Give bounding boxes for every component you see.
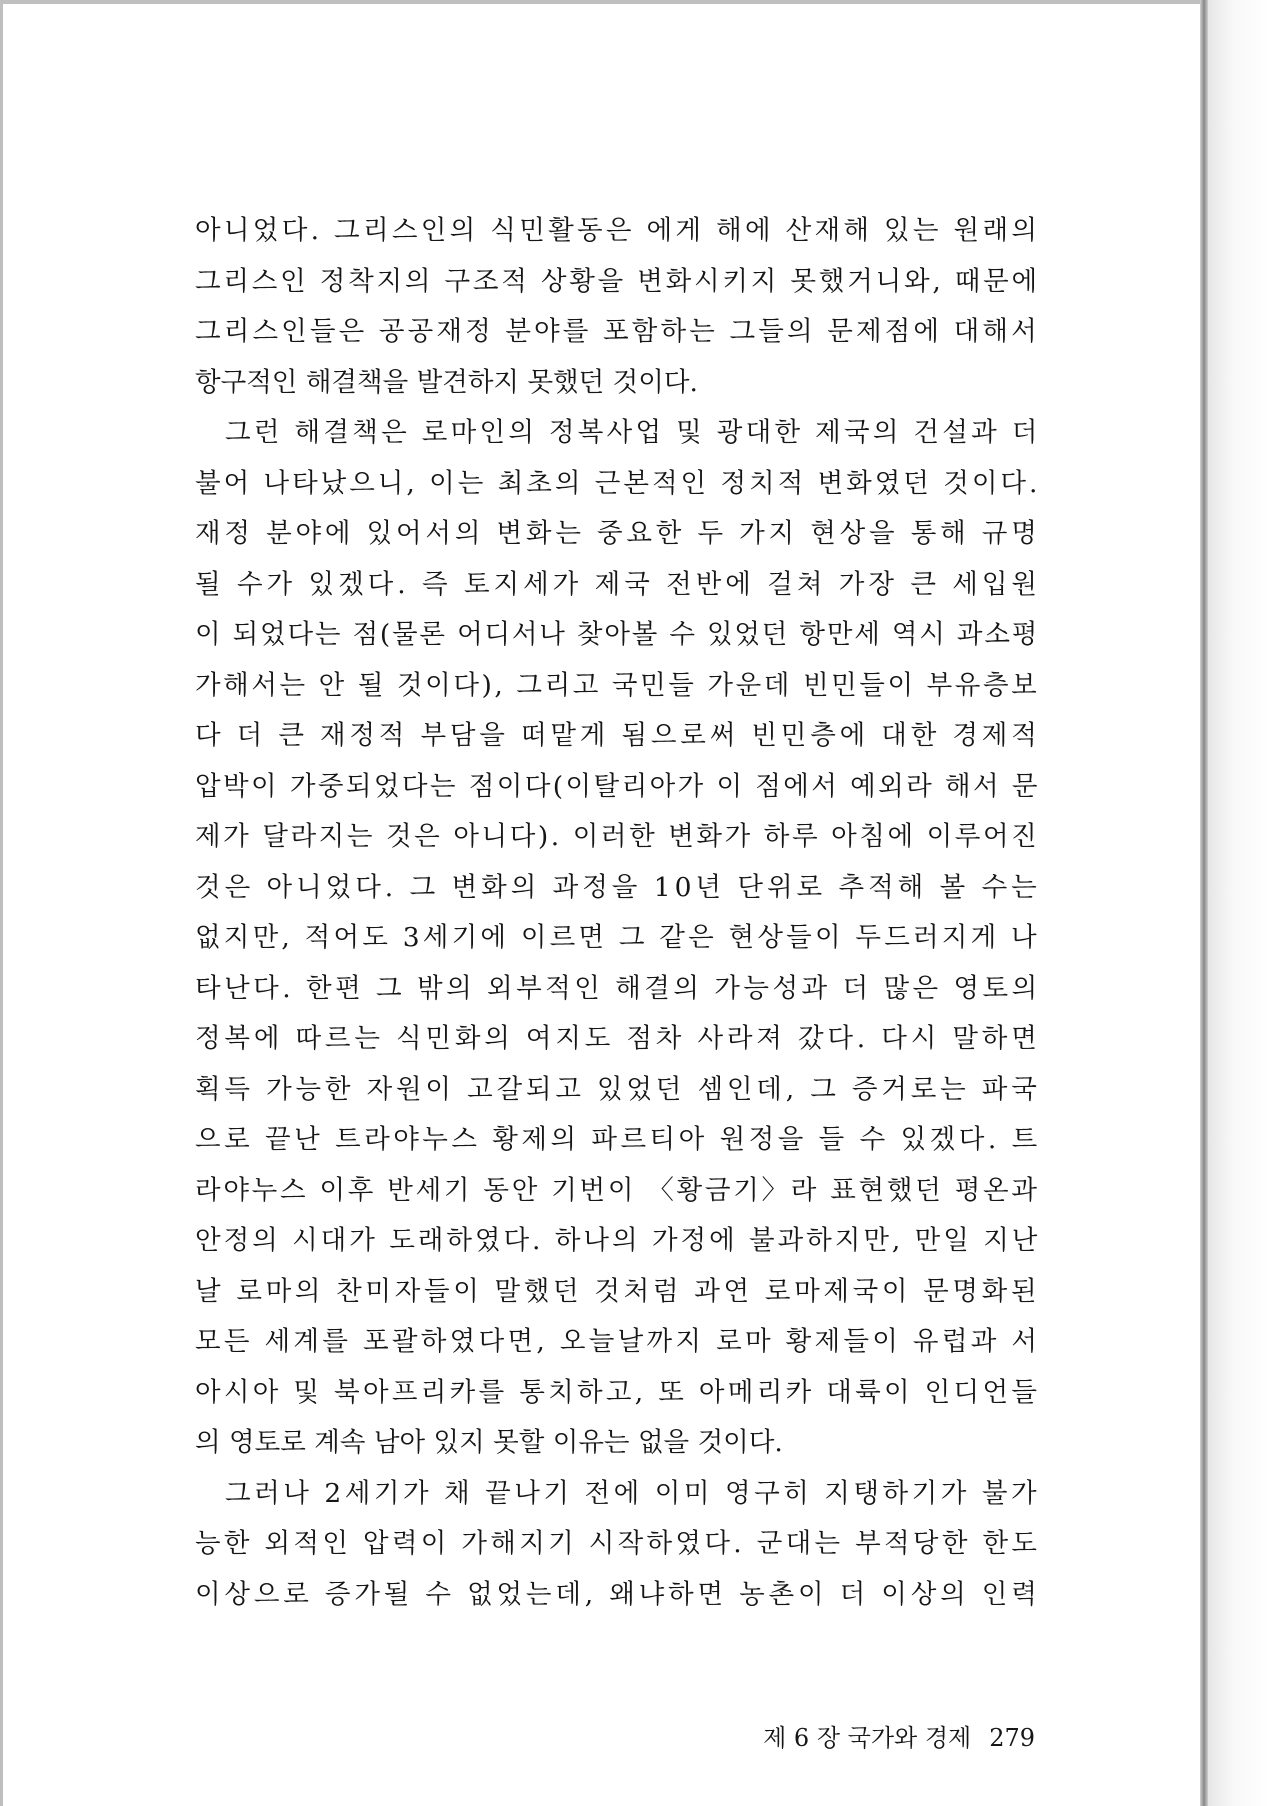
text-line: 없지만, 적어도 3세기에 이르면 그 같은 현상들이 두드러지게 나 xyxy=(195,922,1040,953)
text-line: 안정의 시대가 도래하였다. 하나의 가정에 불과하지만, 만일 지난 xyxy=(195,1225,1041,1256)
text-line: 정복에 따르는 식민화의 여지도 점차 사라져 갔다. 다시 말하면 xyxy=(195,1023,1041,1054)
text-line: 능한 외적인 압력이 가해지기 시작하였다. 군대는 부적당한 한도 xyxy=(195,1528,1041,1559)
text-line: 다 더 큰 재정적 부담을 떠맡게 됨으로써 빈민층에 대한 경제적 xyxy=(195,720,1041,751)
paragraph-start-line: 그러나 2세기가 채 끝나기 전에 이미 영구히 지탱하기가 불가 xyxy=(225,1477,1041,1509)
text-line: 모든 세계를 포괄하였다면, 오늘날까지 로마 황제들이 유럽과 서 xyxy=(195,1326,1041,1357)
text-line: 그리스인 정착지의 구조적 상황을 변화시키지 못했거니와, 때문에 xyxy=(195,265,1040,297)
text-line: 의 영토로 계속 남아 있지 못할 이유는 없을 것이다. xyxy=(195,1427,783,1458)
text-line: 그리스인들은 공공재정 분야를 포함하는 그들의 문제점에 대해서 xyxy=(195,316,1040,347)
text-line: 제가 달라지는 것은 아니다). 이러한 변화가 하루 아침에 이루어진 xyxy=(195,821,1040,852)
text-line: 아시아 및 북아프리카를 통치하고, 또 아메리카 대륙이 인디언들 xyxy=(195,1376,1041,1408)
text-line: 획득 가능한 자원이 고갈되고 있었던 셈인데, 그 증거로는 파국 xyxy=(195,1073,1041,1105)
body-text xyxy=(195,206,1042,1620)
text-line: 재정 분야에 있어서의 변화는 중요한 두 가지 현상을 통해 규명 xyxy=(195,518,1041,549)
text-line: 것은 아니었다. 그 변화의 과정을 10년 단위로 추적해 볼 수는 xyxy=(195,871,1041,903)
chapter-title: 제 6 장 국가와 경제 xyxy=(763,1724,972,1752)
text-line: 타난다. 한편 그 밖의 외부적인 해결의 가능성과 더 많은 영토의 xyxy=(195,972,1041,1004)
text-line: 항구적인 해결책을 발견하지 못했던 것이다. xyxy=(195,366,698,398)
page-edge-shadow xyxy=(1208,0,1270,1806)
text-line: 이 되었다는 점(물론 어디서나 찾아볼 수 있었던 항만세 역시 과소평 xyxy=(195,619,1040,650)
text-line: 아니었다. 그리스인의 식민활동은 에게 해에 산재해 있는 원래의 xyxy=(195,215,1041,246)
text-line: 가해서는 안 될 것이다), 그리고 국민들 가운데 빈민들이 부유층보 xyxy=(195,669,1040,701)
text-line: 이상으로 증가될 수 없었는데, 왜냐하면 농촌이 더 이상의 인력 xyxy=(195,1578,1041,1610)
text-line: 날 로마의 찬미자들이 말했던 것처럼 과연 로마제국이 문명화된 xyxy=(195,1275,1041,1307)
text-line: 불어 나타났으니, 이는 최초의 근본적인 정치적 변화였던 것이다. xyxy=(195,467,1041,499)
text-line: 될 수가 있겠다. 즉 토지세가 제국 전반에 걸쳐 가장 큰 세입원 xyxy=(195,568,1042,600)
running-footer xyxy=(663,1718,1035,1753)
text-line: 압박이 가중되었다는 점이다(이탈리아가 이 점에서 예외라 해서 문 xyxy=(195,770,1040,802)
page-edge xyxy=(1200,0,1208,1806)
page-number: 279 xyxy=(989,1724,1035,1752)
text-line: 라야누스 이후 반세기 동안 기번이 〈황금기〉라 표현했던 평온과 xyxy=(195,1174,1040,1206)
text-line: 으로 끝난 트라야누스 황제의 파르티아 원정을 들 수 있겠다. 트 xyxy=(195,1124,1041,1155)
paragraph-start-line: 그런 해결책은 로마인의 정복사업 및 광대한 제국의 건설과 더 xyxy=(225,417,1041,448)
